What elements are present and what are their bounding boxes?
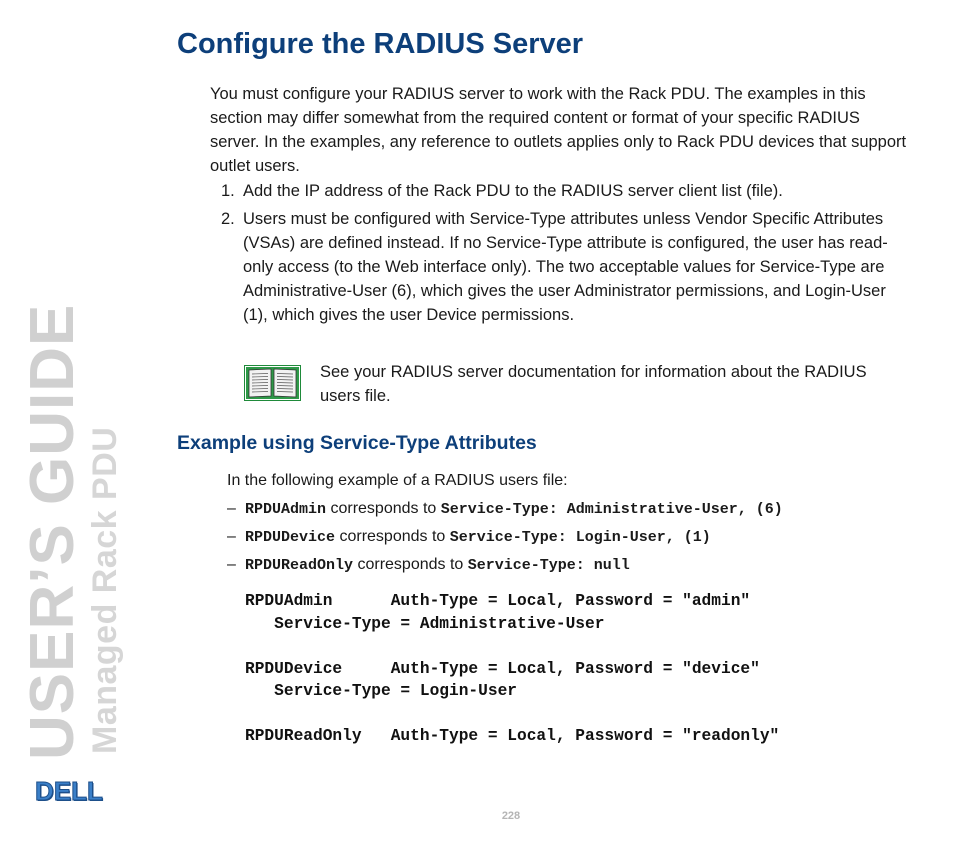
list-item (227, 497, 783, 525)
product-label: Managed Rack PDU (86, 426, 124, 754)
connector-text: corresponds to (353, 556, 468, 573)
dash-bullet: – (227, 500, 236, 517)
list-item (210, 207, 910, 327)
list-item (227, 553, 783, 581)
service-type-value: Service-Type: null (467, 557, 630, 574)
step-text: Users must be configured with Service-Type attributes unless Vendor Specific Attributes (VSAs) are defined instead. If no Service-Type attribute is configured, the user has read-only access (to the Web interface only). The two acceptable values for Service-Type are Administrative-User (6), which gives the user Administrator permissions, and Login-User (1), which gives the user Device permissions. (243, 210, 888, 324)
side-title (18, 303, 124, 760)
step-number: 1. (221, 182, 235, 200)
service-type-value: Service-Type: Login-User, (1) (449, 529, 711, 546)
connector-text: corresponds to (335, 528, 450, 545)
user-name: RPDUReadOnly (245, 557, 354, 574)
dash-bullet: – (227, 556, 236, 573)
dash-bullet: – (227, 528, 236, 545)
section-heading: Example using Service-Type Attributes (177, 432, 537, 454)
step-number: 2. (221, 210, 235, 228)
example-intro: In the following example of a RADIUS users file: (227, 472, 568, 489)
intro-paragraph: You must configure your RADIUS server to work with the Rack PDU. The examples in this section may differ somewhat from the required content or format of your specific RADIUS server. In the examples, any reference to outlets applies only to Rack PDU devices that support outlet users. (210, 85, 907, 175)
list-item (227, 525, 783, 553)
dell-logo: DELL (35, 776, 103, 806)
page-title: Configure the RADIUS Server (177, 28, 584, 60)
service-type-value: Service-Type: Administrative-User, (6) (440, 501, 783, 518)
user-name: RPDUAdmin (245, 501, 327, 518)
user-name: RPDUDevice (245, 529, 336, 546)
connector-text: corresponds to (326, 500, 441, 517)
note-text: See your RADIUS server documentation for information about the RADIUS users file. (320, 363, 867, 405)
book-icon (244, 365, 301, 401)
mapping-list (227, 497, 783, 581)
step-text: Add the IP address of the Rack PDU to the RADIUS server client list (file). (243, 182, 783, 200)
users-guide-label: USER’S GUIDE (18, 303, 87, 760)
list-item (210, 179, 910, 203)
page-number: 228 (501, 810, 521, 822)
users-file-code-block: RPDUAdmin Auth-Type = Local, Password = "admin" Service-Type = Administrative-User RPDUDevice Auth-Type = Local, Password = "device" Service-Type = Login-User RPDUReadOnly Auth-Type = Local, Password = "readonly" (245, 592, 780, 745)
steps-list (210, 179, 910, 331)
